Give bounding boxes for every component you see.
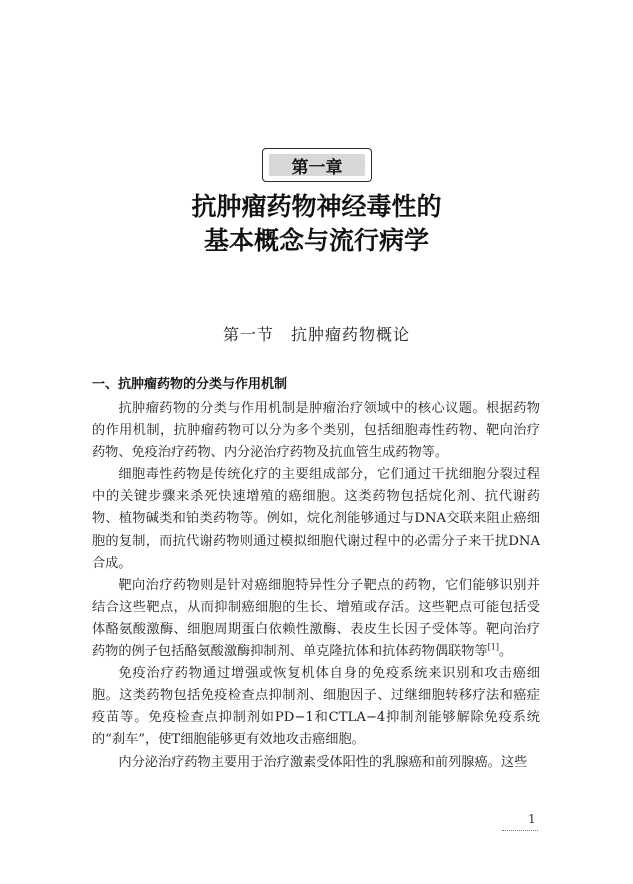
body-text <box>92 398 540 774</box>
paragraph-text: 抗肿瘤药物的分类与作用机制是肿瘤治疗领域中的核心议题。根据药物的作用机制，抗肿瘤药物可以分为多个类别，包括细胞毒性药物、靶向治疗药物、免疫治疗药物、内分泌治疗药物及抗血管生成药物等。 <box>92 401 540 461</box>
paragraph-text: 靶向治疗药物则是针对癌细胞特异性分子靶点的药物，它们能够识别并结合这些靶点，从而抑制癌细胞的生长、增殖或存活。这些靶点可能包括受体酪氨酸激酶、细胞周期蛋白依赖性激酶、表皮生长因子受体等。靶向治疗药物的例子包括酪氨酸激酶抑制剂、单克隆抗体和抗体药物偶联物等 <box>92 577 540 660</box>
paragraph-text: 内分泌治疗药物主要用于治疗激素受体阳性的乳腺癌和前列腺癌。这些 <box>118 754 528 770</box>
paragraph <box>92 464 540 574</box>
chapter-badge <box>262 148 372 182</box>
chapter-label: 第一章 <box>269 154 365 176</box>
paragraph <box>92 575 540 663</box>
paragraph-tail: 。 <box>498 644 513 660</box>
paragraph-text: 免疫治疗药物通过增强或恢复机体自身的免疫系统来识别和攻击癌细胞。这类药物包括免疫检查点抑制剂、细胞因子、过继细胞转移疗法和癌症疫苗等。免疫检查点抑制剂如PD−1和CTLA−4抑制剂能够解除免疫系统的“刹车”，使T细胞能够更有效地攻击癌细胞。 <box>92 666 540 748</box>
citation-ref: [1] <box>487 642 499 652</box>
page-number: 1 <box>528 812 536 826</box>
paragraph <box>92 398 540 464</box>
paragraph <box>92 752 540 774</box>
chapter-title-line-2: 基本概念与流行病学 <box>203 226 429 255</box>
paragraph-text: 细胞毒性药物是传统化疗的主要组成部分，它们通过干扰细胞分裂过程中的关键步骤来杀死快速增殖的癌细胞。这类药物包括烷化剂、抗代谢药物、植物碱类和铂类药物等。例如，烷化剂能够通过与DNA交联来阻止癌细胞的复制，而抗代谢药物则通过模拟细胞代谢过程中的必需分子来干扰DNA合成。 <box>92 467 540 571</box>
chapter-title-line-1: 抗肿瘤药物神经毒性的 <box>191 192 442 221</box>
page-number-rule <box>502 830 538 831</box>
section-title: 第一节 抗肿瘤药物概论 <box>222 325 410 344</box>
subsection-title: 一、抗肿瘤药物的分类与作用机制 <box>92 377 288 392</box>
paragraph <box>92 663 540 751</box>
chapter-title <box>0 190 633 258</box>
